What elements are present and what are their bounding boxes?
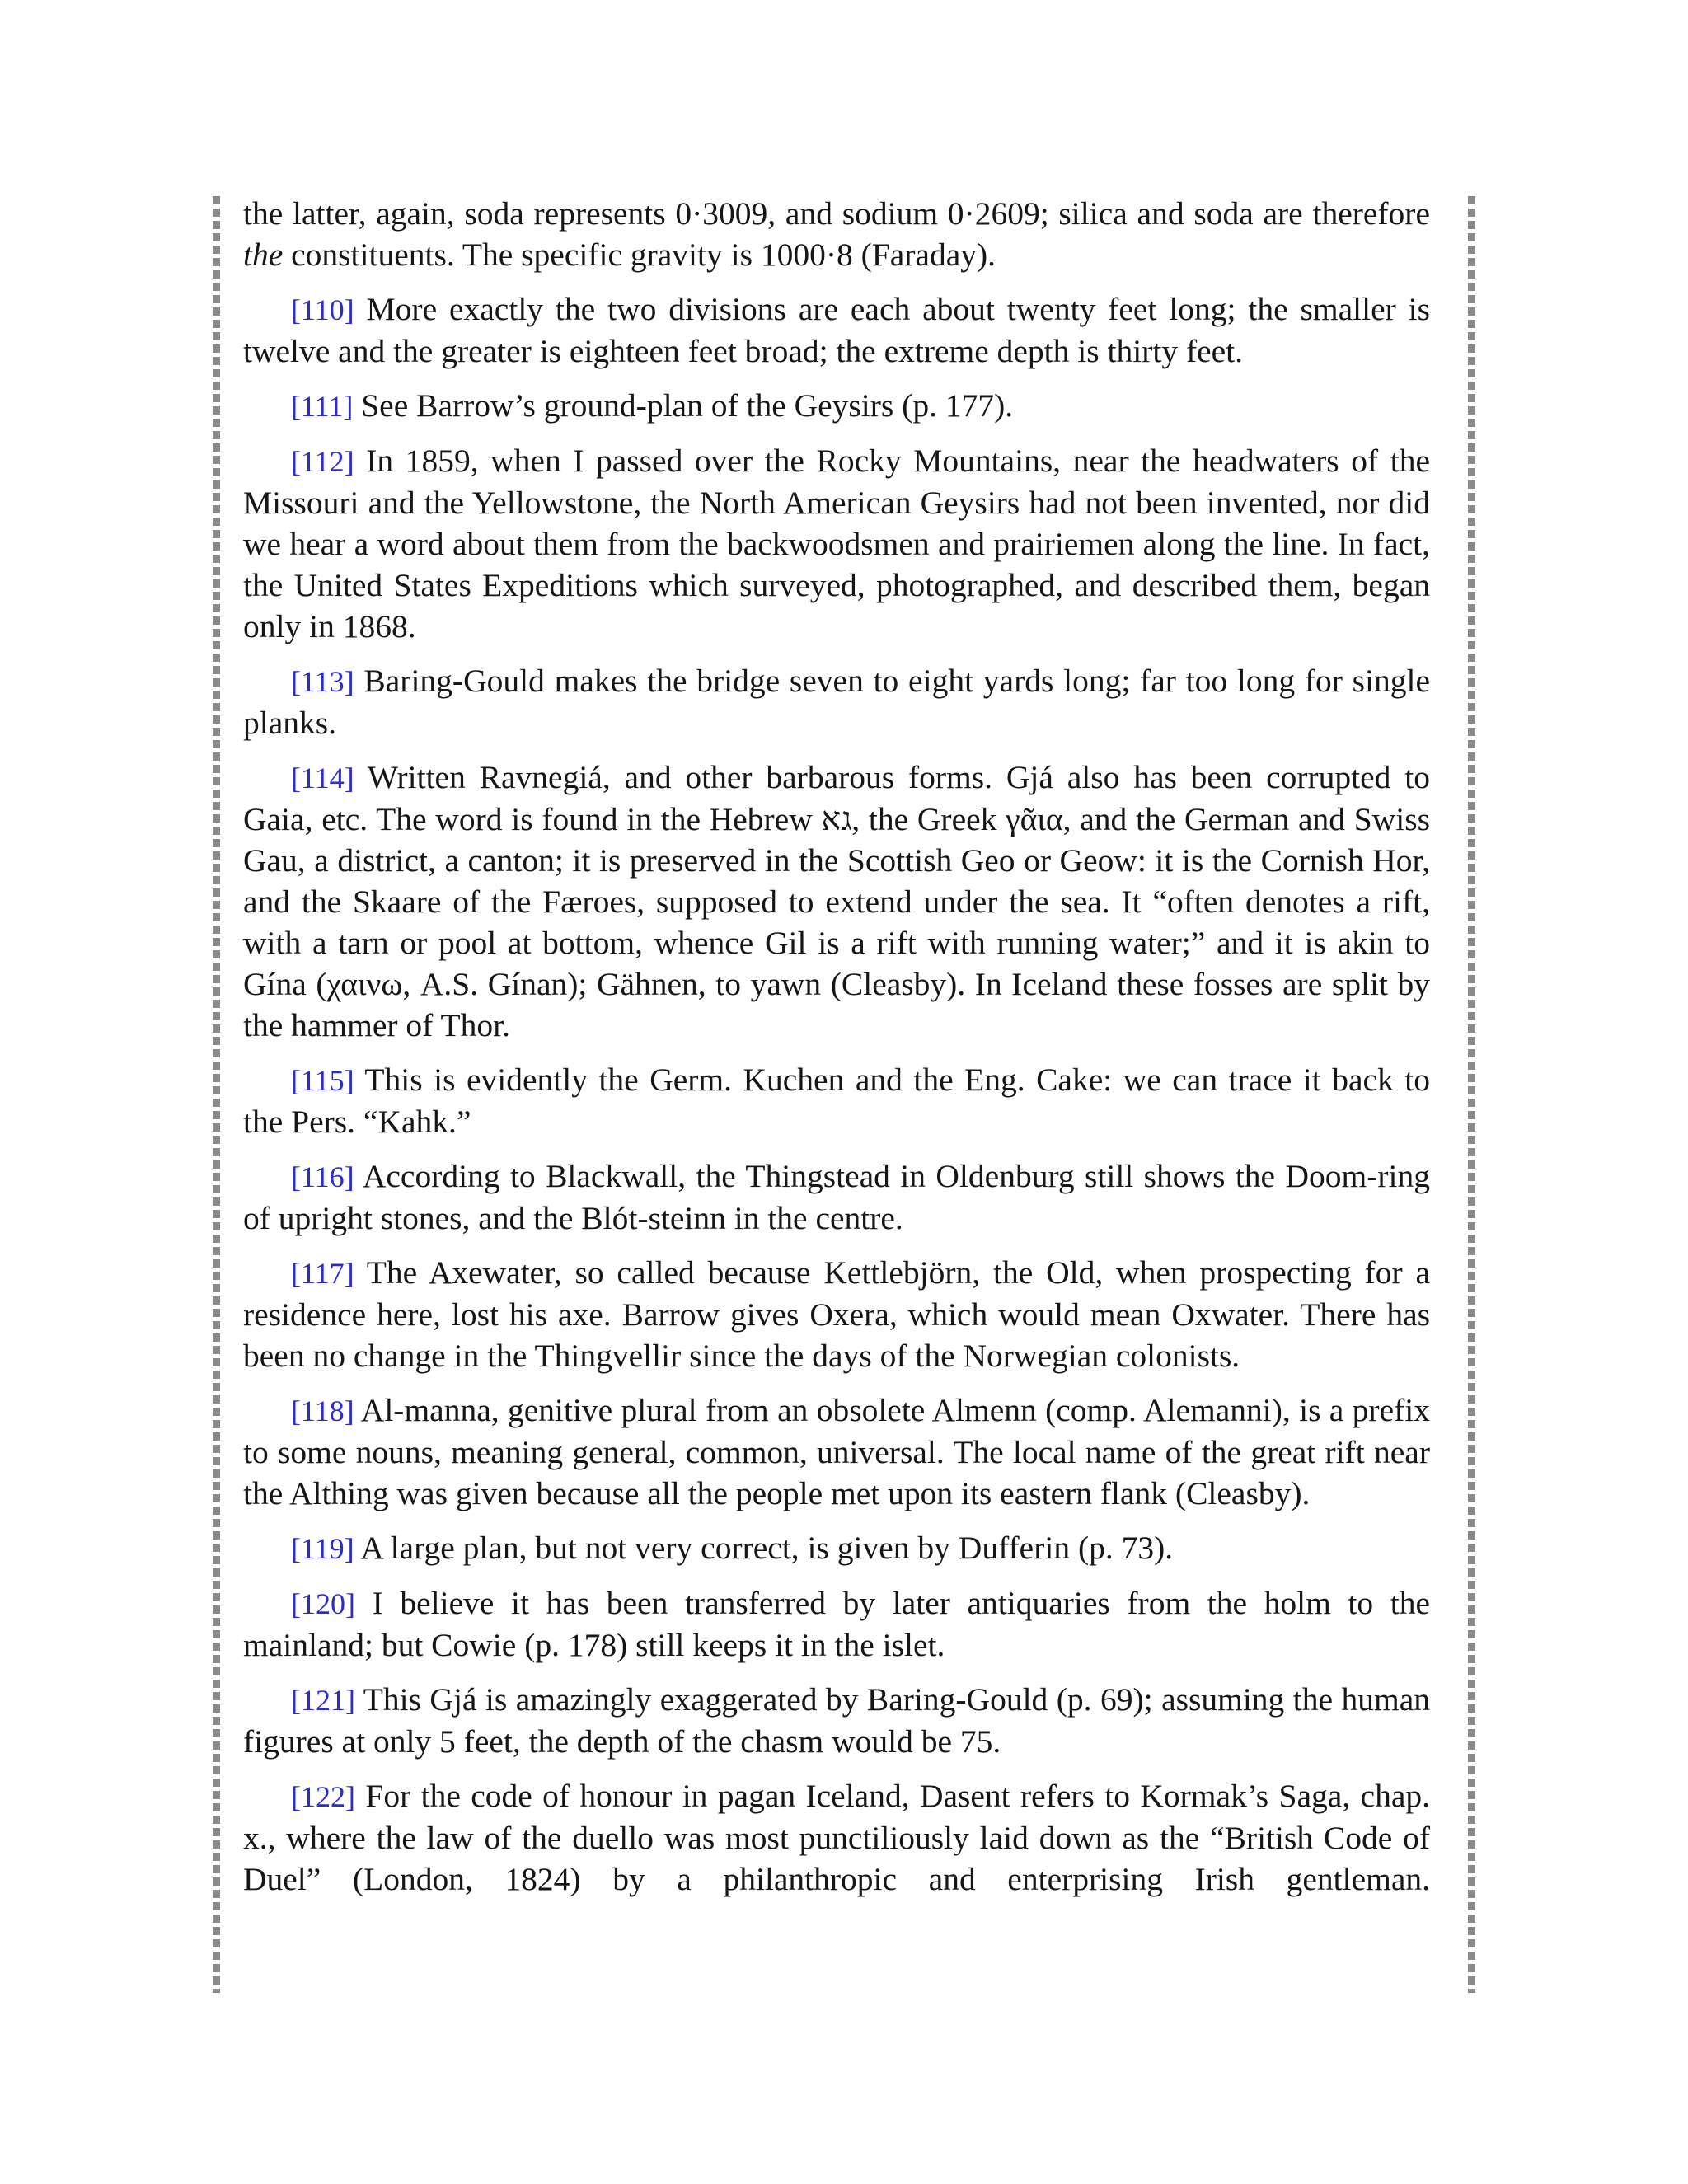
- footnote-text-115: This is evidently the Germ. Kuchen and the Eng. Cake: we can trace it back to the Pers. “Kahk.”: [243, 1062, 1430, 1140]
- footnote-ref-121[interactable]: [121]: [291, 1684, 355, 1717]
- footnote-110: [243, 288, 1430, 372]
- continued-text-part1: the latter, again, soda represents 0·3009, and sodium 0·2609; silica and soda are therefore: [243, 195, 1430, 232]
- right-margin-rule: [1468, 196, 1475, 1993]
- footnote-text-114: Written Ravnegiá, and other barbarous forms. Gjá also has been corrupted to Gaia, etc. The word is found in the Hebrew גא, the Greek γᾶια, and the German and Swiss Gau, a district, a canton; it is preserved in the Scottish Geo or Geow: it is the Cornish Hor, and the Skaare of the Færoes, supposed to extend under the sea. It “often denotes a rift, with a tarn or pool at bottom, whence Gil is a rift with running water;” and it is akin to Gína (χαινω, A.S. Gínan); Gähnen, to yawn (Cleasby). In Iceland these fosses are split by the hammer of Thor.: [243, 759, 1430, 1043]
- footnote-118: [243, 1390, 1430, 1514]
- footnote-ref-116[interactable]: [116]: [291, 1160, 354, 1193]
- footnote-111: [243, 385, 1430, 427]
- footnote-text-111: See Barrow’s ground-plan of the Geysirs (p. 177).: [361, 387, 1014, 424]
- footnote-ref-113[interactable]: [113]: [291, 665, 354, 698]
- footnote-ref-115[interactable]: [115]: [291, 1064, 354, 1097]
- continued-footnote: [243, 193, 1430, 275]
- footnote-text-110: More exactly the two divisions are each about twenty feet long; the smaller is twelve and the greater is eighteen feet broad; the extreme depth is thirty feet.: [243, 291, 1431, 369]
- footnote-122: [243, 1775, 1430, 1900]
- footnote-text-117: The Axewater, so called because Kettlebjörn, the Old, when prospecting for a residence here, lost his axe. Barrow gives Oxera, which would mean Oxwater. There has been no change in the Thingvellir since the days of the Norwegian colonists.: [243, 1254, 1430, 1374]
- continued-text-part2: constituents. The specific gravity is 1000·8 (Faraday).: [283, 237, 996, 273]
- footnote-text-112: In 1859, when I passed over the Rocky Mountains, near the headwaters of the Missouri and the Yellowstone, the North American Geysirs had not been invented, nor did we hear a word about them from the backwoodsmen and prairiemen along the line. In fact, the United States Expeditions which surveyed, photographed, and described them, began only in 1868.: [243, 443, 1430, 644]
- footnote-ref-120[interactable]: [120]: [291, 1587, 355, 1620]
- footnote-ref-119[interactable]: [119]: [291, 1532, 354, 1565]
- emphasis-the: the: [243, 237, 284, 273]
- footnote-text-113: Baring-Gould makes the bridge seven to eight yards long; far too long for single planks.: [243, 663, 1431, 741]
- footnote-text-122: For the code of honour in pagan Iceland, Dasent refers to Kormak’s Saga, chap. x., where the law of the duello was most punctiliously laid down as the “British Code of Duel” (London, 1824) by a philanthropic and enterprising Irish gentleman.: [243, 1778, 1430, 1897]
- footnote-112: [243, 440, 1430, 647]
- footnote-121: [243, 1679, 1430, 1762]
- footnote-ref-110[interactable]: [110]: [291, 293, 354, 326]
- left-margin-rule: [213, 196, 220, 1993]
- footnote-ref-122[interactable]: [122]: [291, 1780, 355, 1813]
- footnote-115: [243, 1059, 1430, 1142]
- footnote-text-120: I believe it has been transferred by later antiquaries from the holm to the mainland; but Cowie (p. 178) still keeps it in the islet.: [243, 1585, 1431, 1663]
- footnote-ref-112[interactable]: [112]: [291, 445, 354, 478]
- footnote-119: [243, 1527, 1430, 1569]
- footnote-text-118: Al-manna, genitive plural from an obsolete Almenn (comp. Alemanni), is a prefix to some nouns, meaning general, common, universal. The local name of the great rift near the Althing was given because all the people met upon its eastern flank (Cleasby).: [243, 1392, 1430, 1511]
- footnote-text-121: This Gjá is amazingly exaggerated by Baring-Gould (p. 69); assuming the human figures at only 5 feet, the depth of the chasm would be 75.: [243, 1681, 1430, 1760]
- footnote-116: [243, 1155, 1430, 1239]
- footnote-114: [243, 757, 1430, 1046]
- footnote-ref-118[interactable]: [118]: [291, 1394, 354, 1427]
- footnote-text-119: A large plan, but not very correct, is given by Dufferin (p. 73).: [360, 1530, 1174, 1566]
- footnote-ref-114[interactable]: [114]: [291, 762, 354, 794]
- footnote-ref-117[interactable]: [117]: [291, 1257, 354, 1290]
- footnotes-body: [243, 193, 1430, 1913]
- footnote-text-116: According to Blackwall, the Thingstead in Oldenburg still shows the Doom-ring of upright stones, and the Blót-steinn in the centre.: [243, 1158, 1430, 1236]
- footnote-113: [243, 660, 1430, 743]
- footnote-117: [243, 1252, 1430, 1376]
- footnote-ref-111[interactable]: [111]: [291, 390, 354, 423]
- footnote-120: [243, 1582, 1430, 1666]
